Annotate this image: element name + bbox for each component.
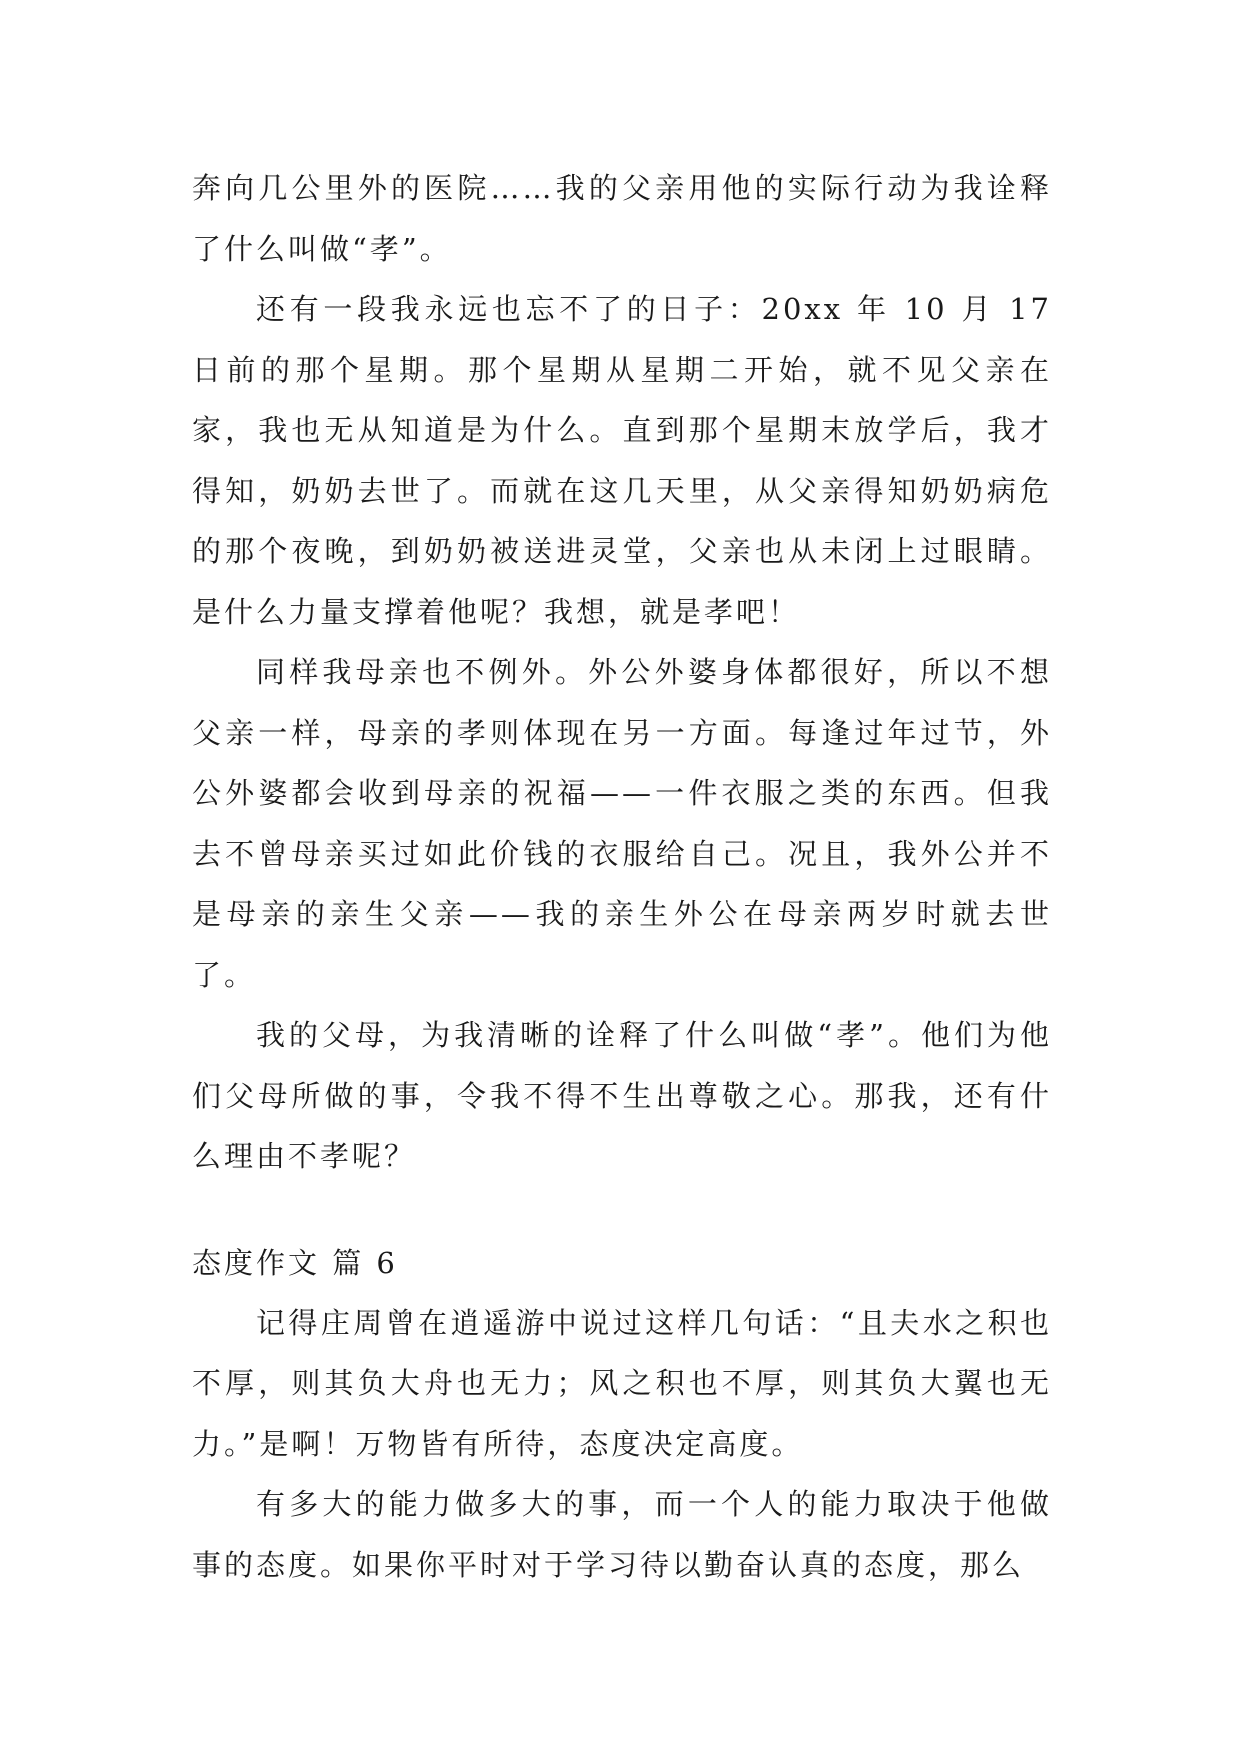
paragraph-conclusion: 我的父母，为我清晰的诠释了什么叫做“孝”。他们为他们父母所做的事，令我不得不生出尊敬之心。那我，还有什么理由不孝呢？	[192, 1018, 1052, 1173]
paragraph-zhuangzi-quote: 记得庄周曾在逍遥游中说过这样几句话：“且夫水之积也不厚，则其负大舟也无力；风之积也不厚，则其负大翼也无力。”是啊！万物皆有所待，态度决定高度。	[192, 1305, 1052, 1461]
paragraph-ability-attitude: 有多大的能力做多大的事，而一个人的能力取决于他做事的态度。如果你平时对于学习待以勤奋认真的态度，那么	[192, 1487, 1052, 1582]
paragraph-mother: 同样我母亲也不例外。外公外婆身体都很好，所以不想父亲一样，母亲的孝则体现在另一方面。每逢过年过节，外公外婆都会收到母亲的祝福——一件衣服之类的东西。但我去不曾母亲买过如此价钱的衣服给自己。况且，我外公并不是母亲的亲生父亲——我的亲生外公在母亲两岁时就去世了。	[192, 655, 1052, 992]
section-gap	[192, 1187, 1052, 1233]
section-heading: 态度作文 篇 6	[192, 1245, 398, 1280]
paragraph-continued: 奔向几公里外的医院……我的父亲用他的实际行动为我诠释了什么叫做“孝”。	[192, 171, 1052, 266]
paragraph-father-week: 还有一段我永远也忘不了的日子：20xx 年 10 月 17 日前的那个星期。那个星期从星期二开始，就不见父亲在家，我也无从知道是为什么。直到那个星期末放学后，我才得知，奶奶去世了。而就在这几天里，从父亲得知奶奶病危的那个夜晚，到奶奶被送进灵堂，父亲也从未闭上过眼睛。是什么力量支撑着他呢？我想，就是孝吧！	[192, 292, 1052, 629]
document-body	[192, 158, 1052, 1595]
